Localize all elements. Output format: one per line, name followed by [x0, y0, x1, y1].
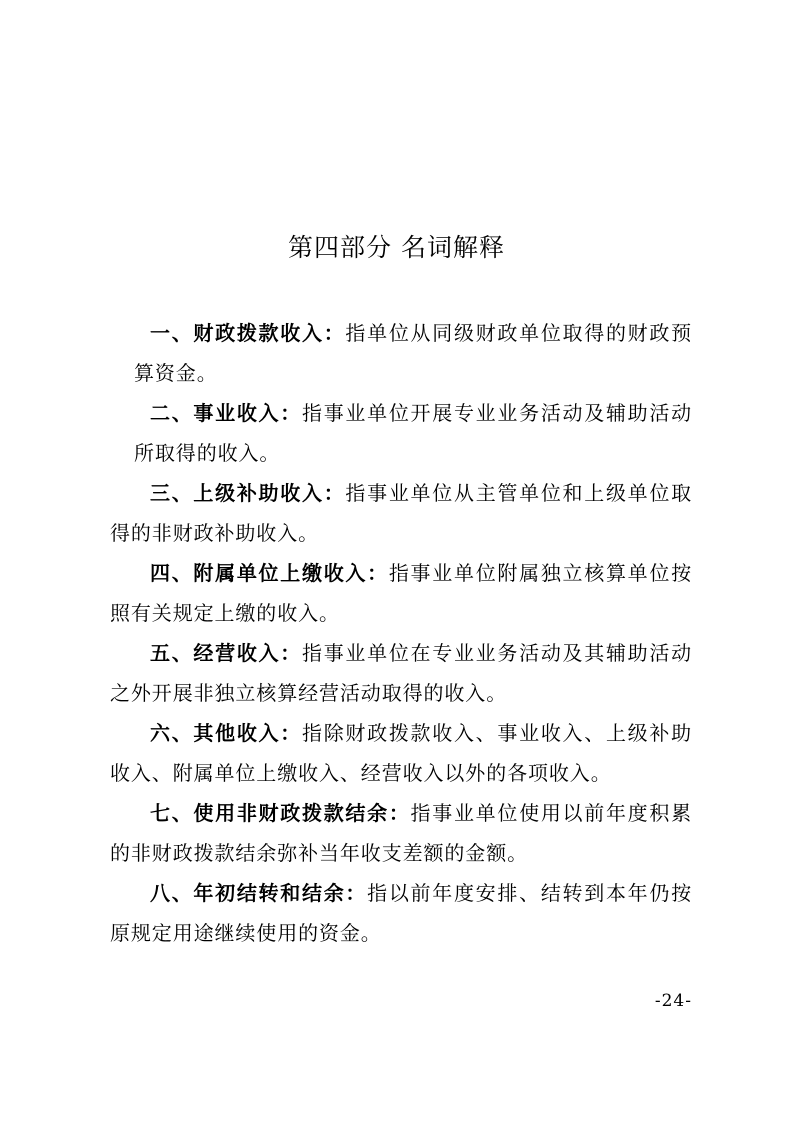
glossary-entry-6 — [110, 713, 692, 793]
glossary-entry-2 — [110, 393, 692, 473]
glossary-entry-4 — [110, 553, 692, 633]
entry-term: 八、年初结转和结余： — [150, 881, 368, 905]
entry-term: 四、附属单位上缴收入： — [150, 561, 389, 585]
glossary-entry-8 — [110, 873, 692, 953]
entry-definition: 指事业单位从主管单位和上级单位取得的非财政补助收入。 — [110, 481, 692, 545]
entry-definition: 指事业单位附属独立核算单位按照有关规定上缴的收入。 — [110, 561, 692, 625]
entry-term: 六、其他收入： — [150, 721, 302, 745]
entry-term: 三、上级补助收入： — [150, 481, 346, 505]
entry-definition: 指除财政拨款收入、事业收入、上级补助收入、附属单位上缴收入、经营收入以外的各项收入。 — [110, 721, 692, 785]
entry-term: 七、使用非财政拨款结余： — [150, 801, 411, 825]
page-title: 第四部分 名词解释 — [288, 233, 505, 262]
entry-definition: 指事业单位在专业业务活动及其辅助活动之外开展非独立核算经营活动取得的收入。 — [110, 641, 692, 705]
glossary-entry-7 — [110, 793, 692, 873]
entry-definition: 指事业单位使用以前年度积累的非财政拨款结余弥补当年收支差额的金额。 — [110, 801, 692, 865]
page-number: -24- — [654, 991, 692, 1011]
glossary-entry-5 — [110, 633, 692, 713]
glossary-entry-1 — [110, 313, 692, 393]
glossary — [110, 313, 692, 953]
entry-definition: 指单位从同级财政单位取得的财政预算资金。 — [134, 321, 692, 385]
entry-definition: 指以前年度安排、结转到本年仍按原规定用途继续使用的资金。 — [110, 881, 692, 945]
entry-definition: 指事业单位开展专业业务活动及辅助活动所取得的收入。 — [134, 401, 692, 465]
entry-term: 二、事业收入： — [150, 401, 302, 425]
glossary-entry-3 — [110, 473, 692, 553]
entry-term: 五、经营收入： — [150, 641, 302, 665]
entry-term: 一、财政拨款收入： — [150, 321, 346, 345]
